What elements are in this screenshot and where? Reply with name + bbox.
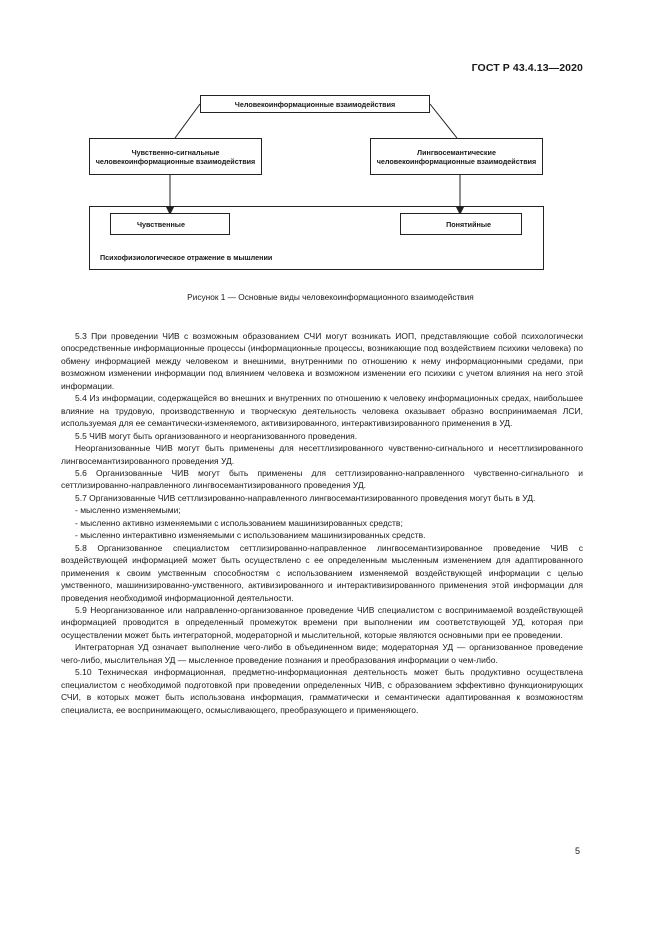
page-number: 5 [575,846,581,856]
box-sensory: Чувственные [110,213,230,235]
list-item-3: - мысленно интерактивно изменяемыми с использованием машинизированных средств. [75,530,426,541]
paragraph-unorganized: Неорганизованные ЧИВ могут быть применены для несеттлизированного чувственно-сигнального и несеттлизированного лингвосемантизированного проведения УД. [61,443,583,466]
paragraph-5-3: 5.3 При проведении ЧИВ с возможным образованием СЧИ могут возникать ИОП, представляющие собой психологически опосредственные информационные процессы (информационные процессы, возникающие под воздействием психики человека) по обмену информацией между человеком и внешними, внутренними по отношению к нему информационными средами, при возможном изменении информации под влиянием человека и возможном изменении его психики с учетом влияния на него этой информации. [61,331,583,391]
paragraph-5-5: 5.5 ЧИВ могут быть организованного и неорганизованного проведения. [75,430,358,441]
box-linguosemantic-interactions: Лингвосемантические человекоинформационные взаимодействия [370,138,543,175]
frame-label: Психофизиологическое отражение в мышлении [100,253,273,262]
paragraph-5-6: 5.6 Организованные ЧИВ могут быть применены для сеттлизированно-направленного чувственно-сигнального и сеттлизированно-направленного лингвосемантизированного проведения УД. [61,467,583,491]
body-text [61,330,583,716]
box-conceptual: Понятийные [400,213,522,235]
paragraph-5-7: 5.7 Организованные ЧИВ сеттлизированно-направленного лингвосемантизированного проведения могут быть в УД. [75,492,536,503]
paragraph-5-10: 5.10 Техническая информационная, предметно-информационная деятельность может быть продуктивно осуществлена специалистом с необходимой подготовкой при проведении определенных ЧИВ, с образованием эффективно функционирующих СЧИ, в которых может быть использована информация, грамматически и семантически адаптированная к возможностям специалиста, ее воспринимающего, осмысливающего, преобразующего и применяющего. [61,667,583,715]
list-item-2: - мысленно активно изменяемыми с использованием машинизированных средств; [75,517,403,528]
paragraph-5-9: 5.9 Неорганизованное или направленно-организованное проведение ЧИВ специалистом с воспринимаемой воздействующей информацией проводится в определенный промежуток времени при выполнении им соответствующей УД, которая при осуществлении может быть интеграторной, модераторной и мыслительной, которые являются основными при ее проведении. [61,604,583,640]
box-sensory-signal-interactions: Чувственно-сигнальные человекоинформационные взаимодействия [89,138,262,175]
connector-top-left [175,104,200,138]
document-header: ГОСТ Р 43.4.13—2020 [471,62,583,74]
paragraph-integrator: Интеграторная УД означает выполнение чего-либо в объединенном виде; модераторная УД — организованное проведение чего-либо, мыслительная УД — мысленное проведение познания и преобразования информации о чем-либо. [61,642,583,665]
information-interaction-diagram [0,0,661,290]
paragraph-5-8: 5.8 Организованное специалистом сеттлизированно-направленное лингвосемантизированное проведение ЧИВ с воздействующей информацией может быть осуществлено с ее определенным мысленным изменением для адаптированного применения к своим умственным способностям с использованием изменяемой воздействующей информации с целью умственного, машинизированно-умственного, активизированного и интерактивизированного применения этой информации для проведения необходимой информационной деятельности. [61,542,583,603]
list-item-1: - мысленно изменяемыми; [75,505,181,516]
box-human-information-interactions: Человекоинформационные взаимодействия [200,95,430,113]
connector-top-right [430,104,457,138]
figure-caption: Рисунок 1 — Основные виды человекоинформационного взаимодействия [187,292,474,302]
paragraph-5-4: 5.4 Из информации, содержащейся во внешних и внутренних по отношению к человеку информационных средах, наибольшее влияние на трудовую, производственную и творческую деятельность человека оказывает образно воспринимаемая ЛСИ, используемая для ее семантически-изменяемого, активизированного, интерактивизированного применения в УД. [61,393,583,429]
